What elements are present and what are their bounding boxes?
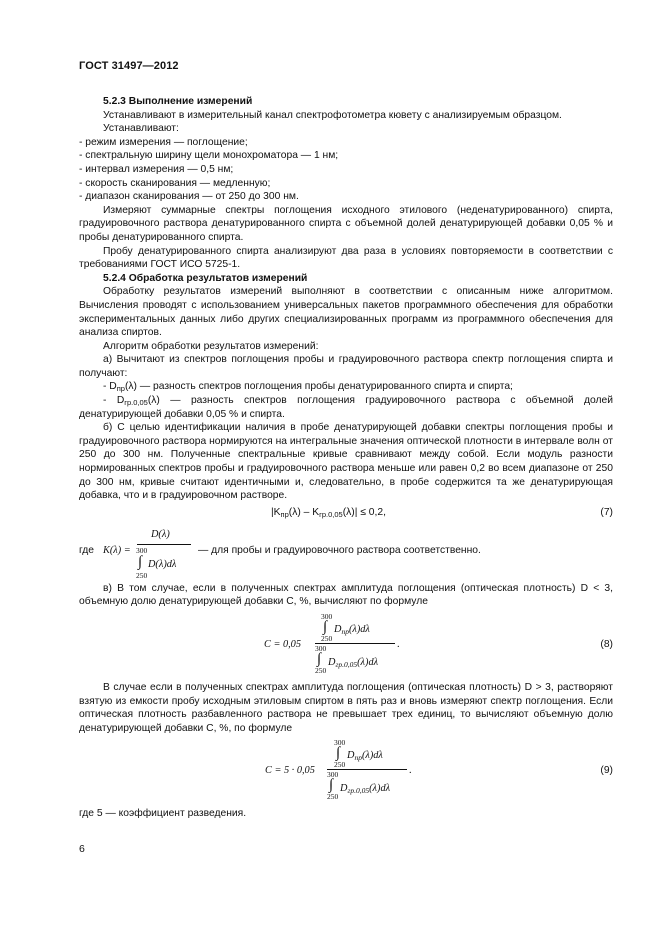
k-numerator: D(λ) (151, 528, 170, 540)
k-where: где (79, 544, 95, 556)
f8-top-upper: 300 (321, 612, 333, 621)
f8-top-integral: ∫ (323, 619, 328, 635)
document-code-header: ГОСТ 31497—2012 (79, 60, 179, 72)
f8-lhs: C = 0,05 (264, 639, 301, 650)
list-item: - режим измерения — поглощение; (79, 136, 248, 148)
paragraph: а) Вычитают из спектров поглощения пробы и градуировочного раствора спектр поглощения спирта и получают: (79, 354, 613, 379)
paragraph: В случае если в полученных спектрах амплитуда поглощения (оптическая плотность) D > 3, растворяют взятую из емкости пробу исходным этиловым спиртом в пять раз и вновь измеряют спектр поглощения. Если оптическая плотность разбавленного раствора не превышает трех единиц, то вычисляют объемную долю денатурирующей добавки C, %, по формуле (79, 682, 613, 734)
paragraph: б) С целью идентификации наличия в пробе денатурирующей добавки спектры поглощения пробы и градуировочного раствора нормируются на интегральные значения оптической плотности в интервале волн от 250 до 300 нм. Полученные спектральные кривые сравнивают между собой. Если модуль разности нормированных спектров пробы и градуировочного раствора меньше или равен 0,2 во всем диапазоне от 250 до 300 нм, кривые считают идентичными и, следовательно, в пробе содержится та же денатурирующая добавка, что и в градуировочном растворе. (79, 422, 613, 502)
f8-bot-lower: 250 (315, 666, 327, 675)
list-item: - спектральную ширину щели монохроматора — 1 нм; (79, 150, 339, 162)
k-integral-sign: ∫ (138, 553, 143, 570)
paragraph: Измеряют суммарные спектры поглощения исходного этилового (неденатурированного) спирта, градуировочного раствора денатурированного спирта с объемной долей денатурирующей добавки 0,05 % и пробы денатурированного спирта. (79, 204, 613, 243)
formula-8-number: (8) (600, 639, 613, 650)
k-int-lower: 250 (136, 570, 148, 580)
f9-dot: . (409, 765, 412, 777)
definition-d-sample: - $D_{пр}(\lambda)$ — разность спектров поглощения пробы денатурированного спирта и спирта; (103, 381, 513, 394)
f8-bot-integral: ∫ (317, 651, 322, 667)
paragraph: Устанавливают в измерительный канал спектрофотометра кювету с анализируемым образцом. (103, 109, 562, 121)
formula-9-number: (9) (600, 765, 613, 777)
k-int-upper: 300 (136, 545, 148, 555)
f8-top-lower: 250 (321, 634, 333, 643)
f9-top-upper: 300 (334, 738, 346, 748)
document-body (79, 95, 613, 821)
k-tail: — для пробы и градуировочного раствора соответственно. (198, 544, 481, 556)
formula-7 (79, 506, 613, 520)
list-item: - скорость сканирования — медленную; (79, 177, 271, 189)
f8-fraction-bar (315, 643, 395, 644)
paragraph: в) В том случае, если в полученных спектрах амплитуда поглощения (оптическая плотность) D < 3, объемную долю денатурирующей добавки C, %, вычисляют по формуле (79, 582, 613, 608)
f9-bot-upper: 300 (327, 770, 339, 780)
f9-bot-lower: 250 (327, 792, 339, 802)
f9-top-integral: ∫ (336, 745, 341, 762)
f9-top-lower: 250 (334, 760, 346, 770)
f9-bot-integrand: $D_{гр.0,05}(\lambda)d\lambda$ (340, 783, 391, 796)
formula-7-number: (7) (600, 506, 613, 518)
definition-d-calibration: - $D_{гр.0,05}(\lambda)$ — разность спектров поглощения градуировочного раствора с объемной долей денатурирующей добавки 0,05 % и спирта. (79, 395, 613, 420)
list-item: - диапазон сканирования — от 250 до 300 нм. (79, 191, 299, 203)
formula-9 (79, 739, 613, 801)
section-heading-5-2-4: 5.2.4 Обработка результатов измерений (103, 272, 308, 284)
k-fraction-bar (137, 544, 191, 545)
section-heading-5-2-3: 5.2.3 Выполнение измерений (103, 96, 253, 107)
formula-8 (79, 613, 613, 675)
paragraph: Пробу денатурированного спирта анализируют два раза в условиях повторяемости в соответствии с требованиями ГОСТ ИСО 5725-1. (79, 245, 613, 271)
f9-top-integrand: $D_{пр}(\lambda)d\lambda$ (347, 750, 383, 763)
f8-bot-integrand: $D_{гр.0,05}(\lambda)d\lambda$ (328, 657, 379, 669)
f9-bot-integral: ∫ (329, 777, 334, 794)
f8-bot-upper: 300 (315, 644, 327, 653)
f8-dot: . (397, 639, 400, 650)
k-definition (79, 526, 613, 582)
f9-lhs: C = 5 · 0,05 (265, 765, 315, 777)
f8-top-integrand: $D_{пр}(\lambda)d\lambda$ (334, 624, 370, 636)
paragraph: Алгоритм обработки результатов измерений: (103, 340, 319, 352)
paragraph-dilution-factor: где 5 — коэффициент разведения. (79, 808, 247, 820)
page-number: 6 (79, 843, 85, 855)
k-denominator: D(λ)dλ (148, 558, 177, 570)
paragraph: Обработку результатов измерений выполняют в соответствии с описанным ниже алгоритмом. Вычисления проводят с использованием универсальных пакетов программного обеспечения для обработки экспериментальных данных либо других специализированных программ из программного обеспечения для анализа спиртов. (79, 286, 613, 339)
list-item: - интервал измерения — 0,5 нм; (79, 163, 234, 175)
k-lhs: K(λ) = (103, 544, 131, 556)
paragraph: Устанавливают: (103, 123, 179, 135)
f9-fraction-bar (327, 769, 407, 770)
formula-7-expression: $|K_{пр}(\lambda) - K_{гр.0,05}(\lambda)| \le 0,2$, (271, 506, 386, 519)
